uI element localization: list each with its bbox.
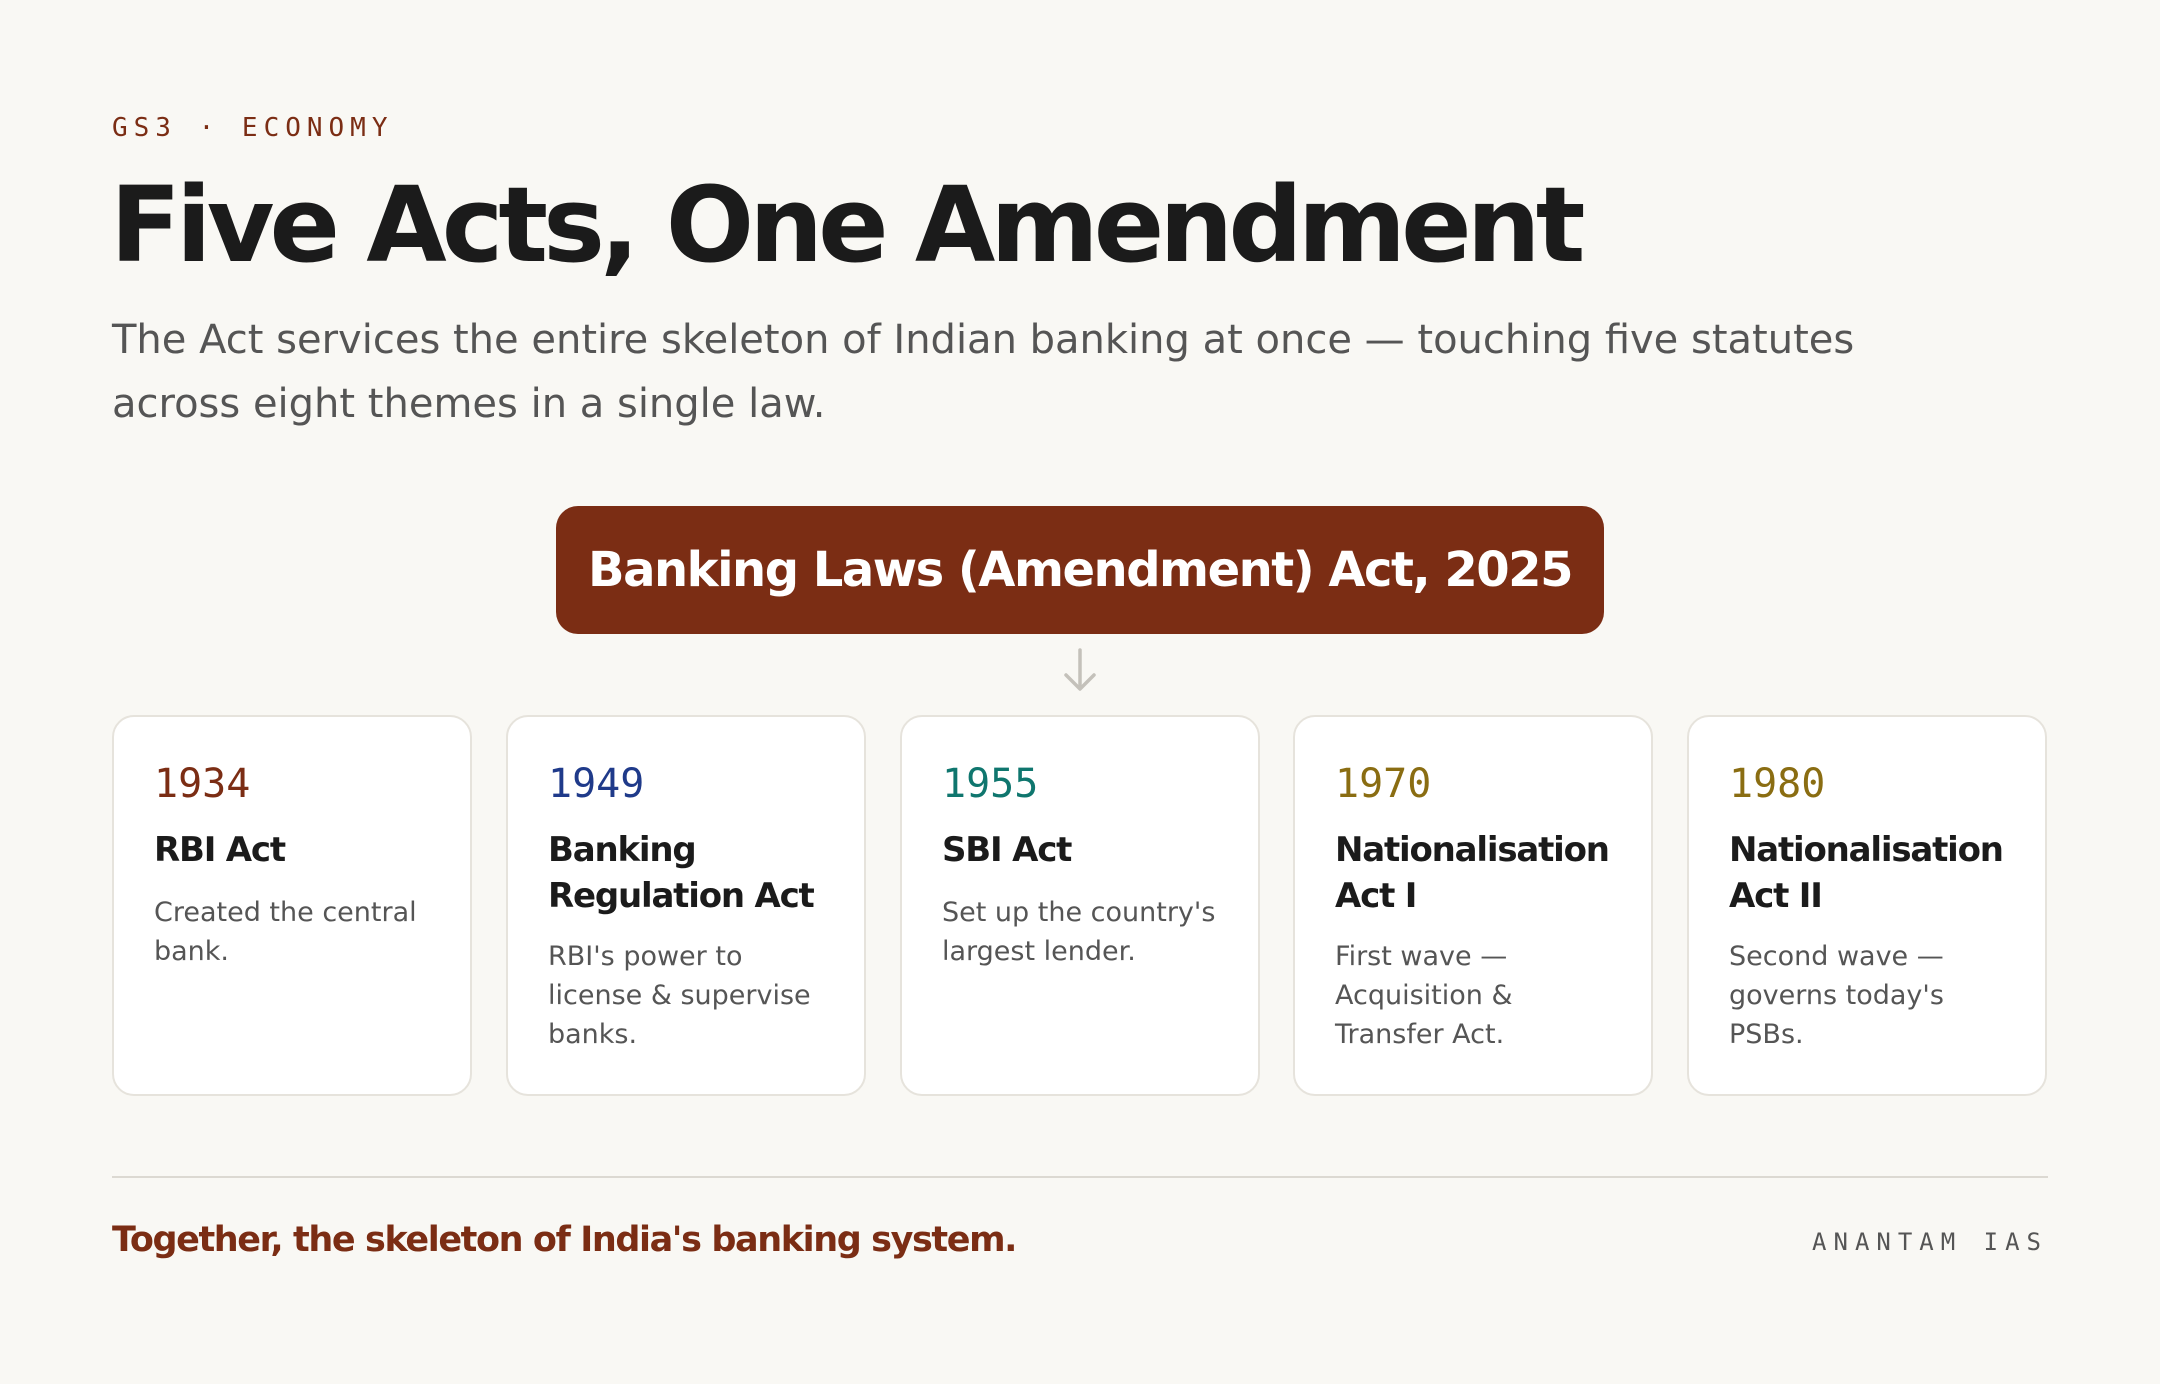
section-kicker: GS3 · ECONOMY xyxy=(112,113,394,143)
act-description: Second wave — governs today's PSBs. xyxy=(1729,941,1944,1050)
page-subtitle: The Act services the entire skeleton of Indian banking at once — touching five statutes across eight themes in a single law. xyxy=(112,317,1855,427)
act-year: 1955 xyxy=(942,761,1039,807)
act-name: SBI Act xyxy=(942,830,1072,870)
act-description: Created the central bank. xyxy=(154,897,417,967)
act-name: Banking Regulation Act xyxy=(548,830,814,916)
act-name: Nationalisation Act I xyxy=(1335,830,1609,916)
act-description: RBI's power to license & supervise banks. xyxy=(548,941,811,1050)
act-name: Nationalisation Act II xyxy=(1729,830,2003,916)
act-description: First wave — Acquisition & Transfer Act. xyxy=(1335,941,1513,1050)
act-card xyxy=(1687,715,2047,1096)
act-year: 1949 xyxy=(548,761,645,807)
act-card xyxy=(506,715,866,1096)
act-year: 1934 xyxy=(154,761,251,807)
act-year: 1980 xyxy=(1729,761,1826,807)
act-description: Set up the country's largest lender. xyxy=(942,897,1216,967)
arrow-down-icon xyxy=(1061,648,1099,694)
act-name: RBI Act xyxy=(154,830,285,870)
amendment-act-box xyxy=(556,506,1604,634)
brand-name: ANANTAM IAS xyxy=(1812,1228,2048,1256)
act-year: 1970 xyxy=(1335,761,1432,807)
page-title: Five Acts, One Amendment xyxy=(110,164,1581,286)
amendment-act-label: Banking Laws (Amendment) Act, 2025 xyxy=(588,542,1572,598)
footer-tagline: Together, the skeleton of India's banking system. xyxy=(112,1220,1017,1260)
act-card xyxy=(112,715,472,1096)
act-card xyxy=(1293,715,1653,1096)
footer-divider xyxy=(112,1176,2048,1178)
act-card xyxy=(900,715,1260,1096)
